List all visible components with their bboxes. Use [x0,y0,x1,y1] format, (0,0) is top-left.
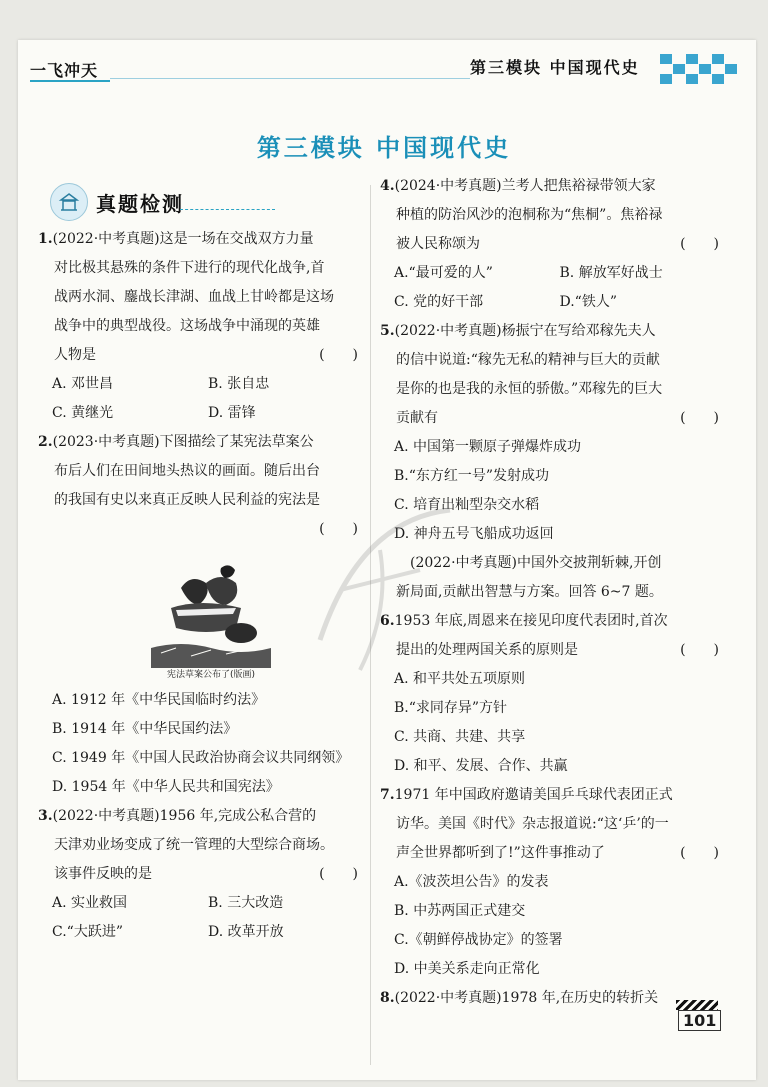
question-7 [380,781,725,984]
question-number: 5. [380,323,395,339]
question-text: 的我国有史以来真正反映人民利益的宪法是 [54,492,320,508]
options [38,686,364,802]
question-text: 人物是 [54,347,96,363]
option-d[interactable]: D. 1954 年《中华人民共和国宪法》 [52,779,280,795]
question-text: (2022·中考真题)这是一场在交战双方力量 [52,231,314,247]
option-d[interactable]: D. 改革开放 [208,924,284,940]
question-text: 贡献有 [396,410,438,426]
answer-blank[interactable]: ( ) [319,521,358,537]
section-rule [180,209,275,210]
question-text: 被人民称颂为 [396,236,480,252]
answer-blank[interactable]: ( ) [680,410,719,426]
question-number: 2. [38,434,53,450]
module-title: 第三模块 中国现代史 [256,133,512,162]
question-text: (2022·中考真题)杨振宁在写给邓稼先夫人 [394,323,656,339]
option-c[interactable]: C. 1949 年《中国人民政治协商会议共同纲领》 [52,750,350,766]
option-b[interactable]: B.“东方红一号”发射成功 [394,468,550,484]
question-text: 该事件反映的是 [54,866,152,882]
watermark-logo [300,490,470,690]
option-b[interactable]: B.“求同存异”方针 [394,700,508,716]
option-d[interactable]: D.“铁人” [559,294,617,310]
question-1 [38,225,364,428]
intro-text: (2022·中考真题)中国外交披荆斩棘,开创 [410,555,662,571]
option-c[interactable]: C. 共商、共建、共享 [394,729,526,745]
question-text: 声全世界都听到了!”这件事推动了 [396,845,605,861]
answer-blank[interactable]: ( ) [680,845,719,861]
option-b[interactable]: B. 三大改造 [208,895,284,911]
options [380,868,725,984]
header-rule [110,78,470,79]
brand-underline [30,80,110,82]
question-text: 访华。美国《时代》杂志报道说:“这‘乒’的一 [396,816,669,832]
intro-text: 新局面,贡献出智慧与方案。回答 6~7 题。 [396,584,663,600]
question-text: 天津劝业场变成了统一管理的大型综合商场。 [54,837,334,853]
question-text: 1953 年底,周恩来在接见印度代表团时,首次 [394,613,668,629]
option-c[interactable]: C. 党的好干部 [394,294,484,310]
figure-caption: 宪法草案公布了(版画) [166,670,256,680]
option-c[interactable]: C.《朝鲜停战协定》的签署 [394,932,563,948]
answer-blank[interactable]: ( ) [319,347,358,363]
options [38,889,364,947]
question-text: 对比极其悬殊的条件下进行的现代化战争,首 [54,260,325,276]
option-d[interactable]: D. 和平、发展、合作、共赢 [394,758,568,774]
question-text: (2023·中考真题)下图描绘了某宪法草案公 [52,434,314,450]
section-title: 真题检测 [96,191,184,216]
woodcut-figure [151,548,271,682]
question-number: 8. [380,990,395,1006]
question-text: (2024·中考真题)兰考人把焦裕禄带领大家 [394,178,656,194]
page-number: 101 [678,1010,721,1031]
option-c[interactable]: C. 培育出籼型杂交水稻 [394,497,540,513]
option-a[interactable]: A. 和平共处五项原则 [394,671,526,687]
option-b[interactable]: B. 张自忠 [208,376,270,392]
option-a[interactable]: A. 中国第一颗原子弹爆炸成功 [394,439,582,455]
option-c[interactable]: C.“大跃进” [52,924,123,940]
question-number: 3. [38,808,53,824]
option-a[interactable]: A.“最可爱的人” [394,265,493,281]
brand-logo: 一飞冲天 [30,61,99,80]
header-module-title: 第三模块 中国现代史 [470,58,640,77]
building-icon [50,183,88,221]
answer-blank[interactable]: ( ) [680,236,719,252]
option-a[interactable]: A. 实业救国 [52,895,128,911]
option-d[interactable]: D. 雷锋 [208,405,256,421]
option-a[interactable]: A. 邓世昌 [52,376,114,392]
option-a[interactable]: A. 1912 年《中华民国临时约法》 [52,692,266,708]
answer-blank[interactable]: ( ) [680,642,719,658]
question-text: (2022·中考真题)1956 年,完成公私合营的 [52,808,317,824]
option-b[interactable]: B. 解放军好战士 [559,265,663,281]
option-b[interactable]: B. 1914 年《中华民国约法》 [52,721,238,737]
question-number: 6. [380,613,395,629]
question-text: 的信中说道:“稼先无私的精神与巨大的贡献 [396,352,660,368]
question-text: 战两水洞、鏖战长津湖、血战上甘岭都是这场 [54,289,334,305]
option-d[interactable]: D. 中美关系走向正常化 [394,961,540,977]
section-heading [50,183,184,221]
question-8 [380,984,725,1013]
question-number: 7. [380,787,395,803]
options [38,370,364,428]
question-text: 是你的也是我的永恒的骄傲。”邓稼先的巨大 [396,381,663,397]
question-text: 战争中的典型战役。这场战争中涌现的英雄 [54,318,320,334]
question-text: 布后人们在田间地头热议的画面。随后出台 [54,463,320,479]
option-c[interactable]: C. 黄继光 [52,405,114,421]
options [380,259,725,317]
page-number-decoration [676,1000,718,1010]
question-number: 1. [38,231,53,247]
question-text: 种植的防治风沙的泡桐称为“焦桐”。焦裕禄 [396,207,663,223]
header-decoration [660,50,740,84]
question-text: 1971 年中国政府邀请美国乒乓球代表团正式 [394,787,673,803]
option-d[interactable]: D. 神舟五号飞船成功返回 [394,526,554,542]
question-text: (2022·中考真题)1978 年,在历史的转折关 [394,990,659,1006]
answer-blank[interactable]: ( ) [319,866,358,882]
option-a[interactable]: A.《波茨坦公告》的发表 [394,874,549,890]
woodcut-image [151,548,271,668]
question-text: 提出的处理两国关系的原则是 [396,642,578,658]
question-number: 4. [380,178,395,194]
option-b[interactable]: B. 中苏两国正式建交 [394,903,526,919]
question-4 [380,172,725,317]
question-3 [38,802,364,947]
